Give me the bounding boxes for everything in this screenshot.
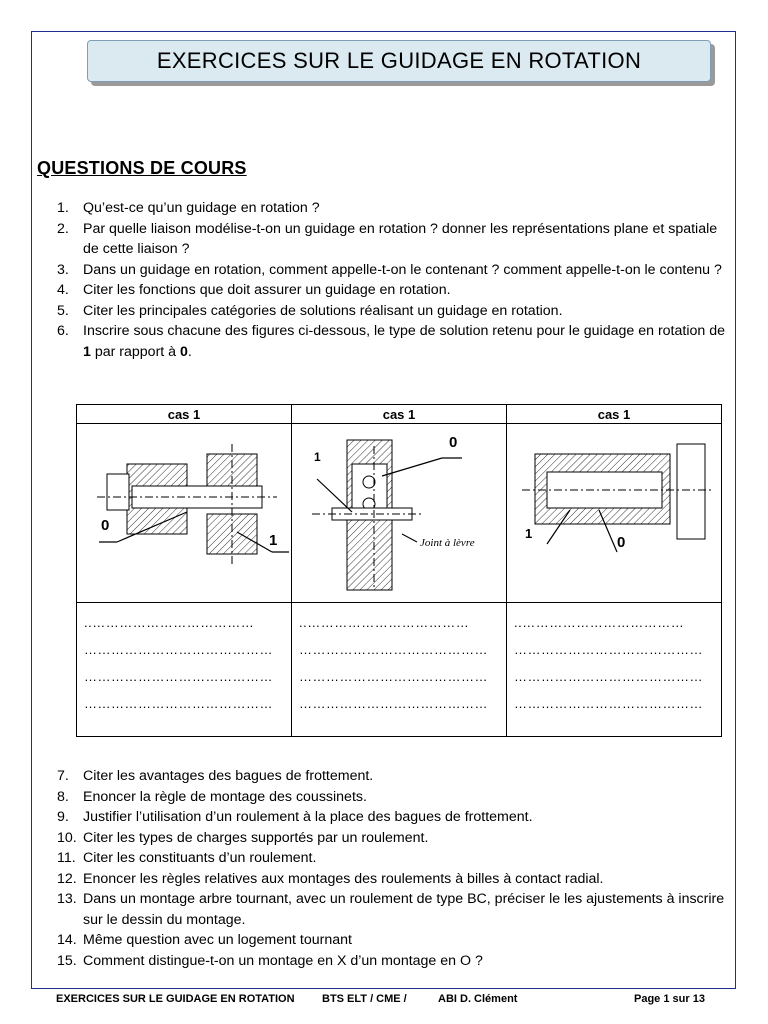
question-list-2 bbox=[37, 766, 727, 971]
question-item: 11. Citer les constituants d’un roulement. bbox=[57, 850, 317, 866]
question-item: 2. Par quelle liaison modélise-t-on un guidage en rotation ? donner les représentations plane et spatiale de cette liaison ? bbox=[57, 220, 718, 257]
footer-author: ABI D. Clément bbox=[438, 993, 518, 1005]
figures-table bbox=[76, 404, 722, 737]
figure-bearing-bushing bbox=[77, 424, 291, 602]
footer-title: EXERCICES SUR LE GUIDAGE EN ROTATION bbox=[56, 993, 295, 1005]
figure-needle-bearing bbox=[507, 424, 721, 602]
question-item: 3. Dans un guidage en rotation, comment appelle-t-on le contenant ? comment appelle-t-on le contenu ? bbox=[57, 261, 722, 278]
question-item: 5. Citer les principales catégories de solutions réalisant un guidage en rotation. bbox=[57, 302, 563, 319]
page-title: EXERCICES SUR LE GUIDAGE EN ROTATION bbox=[156, 48, 642, 73]
figure-ball-bearing bbox=[292, 424, 506, 602]
question-item: 6. Inscrire sous chacune des figures ci-dessous, le type de solution retenu pour le guidage en rotation de 1 par rapport à 0. bbox=[57, 323, 725, 360]
figure-cell-1 bbox=[77, 424, 292, 603]
label-0: 0 bbox=[449, 434, 458, 451]
question-item: 12. Enoncer les règles relatives aux montages des roulements à billes à contact radial. bbox=[57, 870, 604, 887]
answer-cell-1[interactable]: ..……………………………… …………………………………… …………………………………… …………………………………… bbox=[77, 603, 292, 737]
label-0: 0 bbox=[101, 517, 110, 534]
figure-cell-2 bbox=[292, 424, 507, 603]
question-item: 7. Citer les avantages des bagues de frottement. bbox=[57, 768, 374, 784]
footer-page: Page 1 sur 13 bbox=[634, 993, 705, 1005]
question-item: 8. Enoncer la règle de montage des coussinets. bbox=[57, 788, 367, 805]
question-item: 15. Comment distingue-t-on un montage en X d’un montage en O ? bbox=[57, 952, 483, 969]
footer-class: BTS ELT / CME / bbox=[322, 993, 407, 1005]
question-item: 13. Dans un montage arbre tournant, avec un roulement de type BC, préciser le les ajustements à inscrire sur le dessin du montage. bbox=[57, 891, 725, 928]
answer-cell-2[interactable]: ..……………………………… …………………………………… …………………………………… …………………………………… bbox=[292, 603, 507, 737]
table-header: cas 1 bbox=[77, 405, 292, 424]
question-list-1 bbox=[37, 198, 727, 362]
table-header: cas 1 bbox=[292, 405, 507, 424]
question-item: 14. Même question avec un logement tournant bbox=[57, 932, 352, 948]
label-1: 1 bbox=[269, 532, 278, 549]
section-title: QUESTIONS DE COURS bbox=[37, 158, 247, 178]
question-item: 10. Citer les types de charges supportés par un roulement. bbox=[57, 829, 429, 846]
figure-cell-3 bbox=[507, 424, 722, 603]
table-header: cas 1 bbox=[507, 405, 722, 424]
label-1: 1 bbox=[314, 450, 321, 464]
label-1: 1 bbox=[525, 526, 533, 541]
answer-cell-3[interactable]: ..……………………………… …………………………………… …………………………………… …………………………………… bbox=[507, 603, 722, 737]
title-banner bbox=[87, 40, 711, 82]
question-item: 4. Citer les fonctions que doit assurer un guidage en rotation. bbox=[57, 282, 451, 298]
label-0: 0 bbox=[617, 534, 626, 551]
question-item: 1. Qu’est-ce qu’un guidage en rotation ? bbox=[57, 200, 320, 216]
joint-label: Joint à lèvre bbox=[420, 537, 475, 549]
question-item: 9. Justifier l’utilisation d’un roulement à la place des bagues de frottement. bbox=[57, 809, 533, 825]
